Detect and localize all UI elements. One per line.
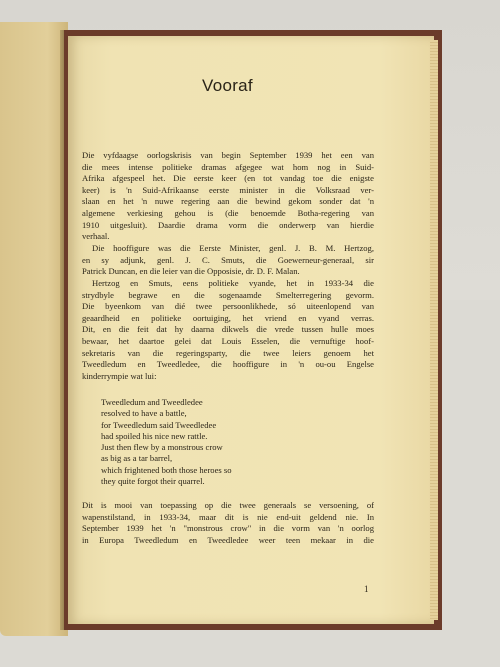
text-line: bewaar, het daartoe gelei dat Louis Esselen, die vernuftige hoof- [82, 335, 374, 346]
poem-line: they quite forgot their quarrel. [101, 476, 205, 487]
poem-line: Tweedledum and Tweedledee [101, 397, 203, 407]
page-number: 1 [364, 584, 369, 594]
text-line: Die vyfdaagse oorlogskrisis van begin September 1939 het een van [82, 150, 374, 160]
text-line: Dit, en die feit dat hy daarna dikwels die vrede tussen hulle moes [82, 324, 374, 335]
text-line: keer) is 'n Suid-Afrikaanse eerste minister in die Volksraad ver- [82, 184, 374, 195]
text-line: die mees intense politieke dramas afgegee wat hom nog in Suid- [82, 161, 374, 172]
paragraph-4 [82, 500, 374, 546]
text-line: September 1939 het 'n "monstrous crow" in die vorm van 'n oorlog [82, 523, 374, 534]
page-stack-edge [430, 40, 438, 620]
text-line: Dit is mooi van toepassing op die twee generaals se versoening, of [82, 500, 374, 510]
paragraph-1 [82, 150, 374, 243]
page-heading: Vooraf [202, 76, 253, 95]
text-line: Die hooffigure was die Eerste Minister, genl. J. B. M. Hertzog, [92, 243, 374, 253]
poem-line: which frightened both those heroes so [101, 464, 232, 475]
text-line: Afrika afgespeel het. Die eerste keer (en tot vandag toe die enigste [82, 173, 374, 184]
poem-line: for Tweedledum said Tweedledee [101, 419, 217, 430]
poem-line: Just then flew by a monstrous crow [101, 442, 223, 453]
poem-line: had spoiled his nice new rattle. [101, 430, 208, 441]
text-line: Hertzog en Smuts, eens politieke vyande, het in 1933-34 die [92, 278, 374, 288]
paragraph-2 [82, 243, 374, 278]
text-line: 1910 uitgesluit). Daardie drama vorm die onderwerp van hierdie [82, 219, 374, 230]
text-line: verhaal. [82, 231, 110, 242]
text-line: kinderrympie wat lui: [82, 370, 157, 381]
text-line: Patrick Duncan, en die leier van die Opposisie, dr. D. F. Malan. [82, 266, 300, 277]
poem-line: as big as a tar barrel, [101, 453, 173, 464]
paragraph-3 [82, 278, 374, 382]
nursery-rhyme [101, 397, 232, 487]
text-line: sekretaris van die regeringsparty, die twee leiers genoem het [82, 347, 374, 358]
text-line: in Europa Tweedledum en Tweedledee weer teen mekaar in die [82, 534, 374, 545]
text-line: algemene verkiesing gehou is (die benoemde Botha-regering van [82, 207, 374, 218]
text-line: en sy adjunk, genl. J. C. Smuts, die Goewerneur-generaal, sir [82, 254, 374, 265]
text-line: geaardheid en politieke oortuiging, het vriend en vyand verras. [82, 312, 374, 323]
text-line: slaan en het 'n nuwe regering aan die bewind gekom sonder dat 'n [82, 196, 374, 207]
text-line: Die byeenkom van dié twee persoonlikhede, só uiteenlopend van [82, 301, 374, 312]
text-line: wapenstilstand, in 1933-34, maar dit is nie end-uit geldend nie. In [82, 511, 374, 522]
poem-line: resolved to have a battle, [101, 408, 187, 419]
facing-page-edge [0, 22, 68, 636]
text-line: strydbyle begrawe en die sogenaamde Smelterregering gevorm. [82, 289, 374, 300]
text-line: Tweedledum en Tweedledee, die hooffigure in 'n ou-ou Engelse [82, 359, 374, 370]
